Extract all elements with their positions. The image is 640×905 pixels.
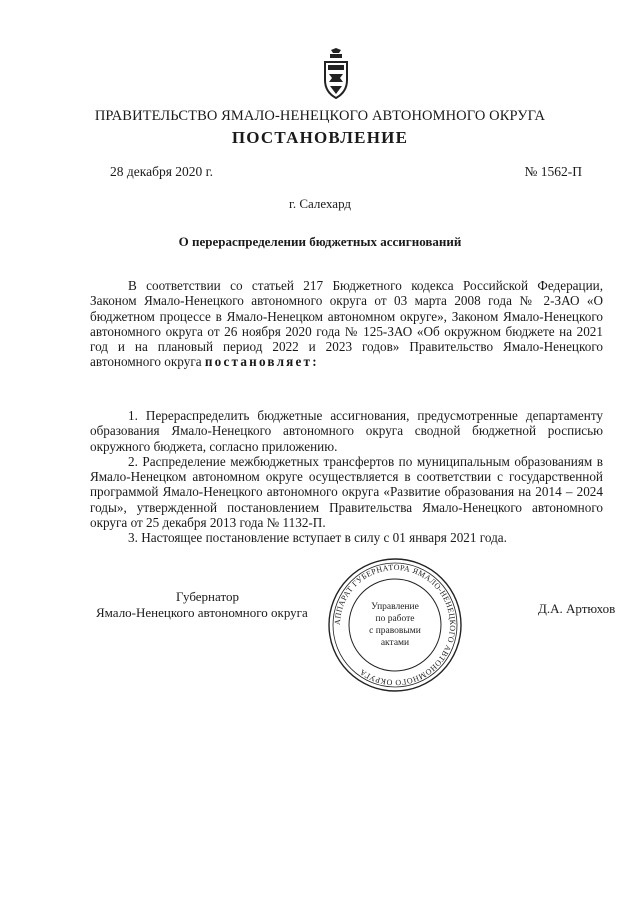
document-number: № 1562-П bbox=[524, 164, 582, 179]
signatory-name: Д.А. Артюхов bbox=[538, 601, 616, 616]
stamp-line-4: актами bbox=[380, 638, 410, 648]
stamp-line-1: Управление bbox=[371, 602, 419, 612]
resolution-item-1: 1. Перераспределить бюджетные ассигнования, предусмотренные департаменту образования Ямало-Ненецкого автономного округа сводной бюджетной росписью окружного бюджета, согласно приложению. bbox=[90, 408, 603, 454]
resolution-item-3: 3. Настоящее постановление вступает в силу с 01 января 2021 года. bbox=[128, 530, 507, 546]
preamble-paragraph bbox=[90, 278, 603, 370]
signatory-region: Ямало-Ненецкого автономного округа bbox=[96, 605, 308, 620]
resolves-keyword: постановляет: bbox=[204, 354, 319, 370]
resolution-items bbox=[90, 408, 603, 546]
official-stamp bbox=[327, 557, 463, 693]
stamp-line-2: по работе bbox=[375, 614, 415, 624]
preamble-text: В соответствии со статьей 217 Бюджетного кодекса Российской Федерации, Законом Ямало-Ненецкого автономного округа от 03 марта 2008 года № 2-ЗАО «О бюджетном процессе в Ямало-Ненецком автономном округе», Законом Ямало-Ненецкого автономного округа от 26 ноября 2020 года № 125-ЗАО «Об окружном бюджете на 2021 год и на плановый период 2022 и 2023 годов» Правительство Ямало-Ненецкого автономного округа bbox=[90, 278, 603, 370]
signatory-position: Губернатор bbox=[176, 589, 239, 604]
coat-of-arms-icon bbox=[322, 48, 350, 100]
stamp-ring-text: АППАРАТ ГУБЕРНАТОРА ЯМАЛО-НЕНЕЦКОГО АВТОНОМНОГО ОКРУГА bbox=[332, 562, 458, 688]
document-date: 28 декабря 2020 г. bbox=[110, 164, 214, 179]
organization-name: ПРАВИТЕЛЬСТВО ЯМАЛО-НЕНЕЦКОГО АВТОНОМНОГО ОКРУГА bbox=[94, 108, 546, 124]
document-city: г. Салехард bbox=[288, 196, 352, 211]
document-type: ПОСТАНОВЛЕНИЕ bbox=[231, 128, 409, 147]
stamp-line-3: с правовыми bbox=[369, 626, 421, 636]
document-title: О перераспределении бюджетных ассигнований bbox=[178, 234, 462, 249]
resolution-item-2: 2. Распределение межбюджетных трансфертов по муниципальным образованиям в Ямало-Ненецком автономном округе осуществляется в соответствии с государственной программой Ямало-Ненецкого автономного округа «Развитие образования на 2014 – 2024 годы», утвержденной постановлением Правительства Ямало-Ненецкого автономного округа от 25 декабря 2013 года № 1132-П. bbox=[90, 453, 603, 531]
